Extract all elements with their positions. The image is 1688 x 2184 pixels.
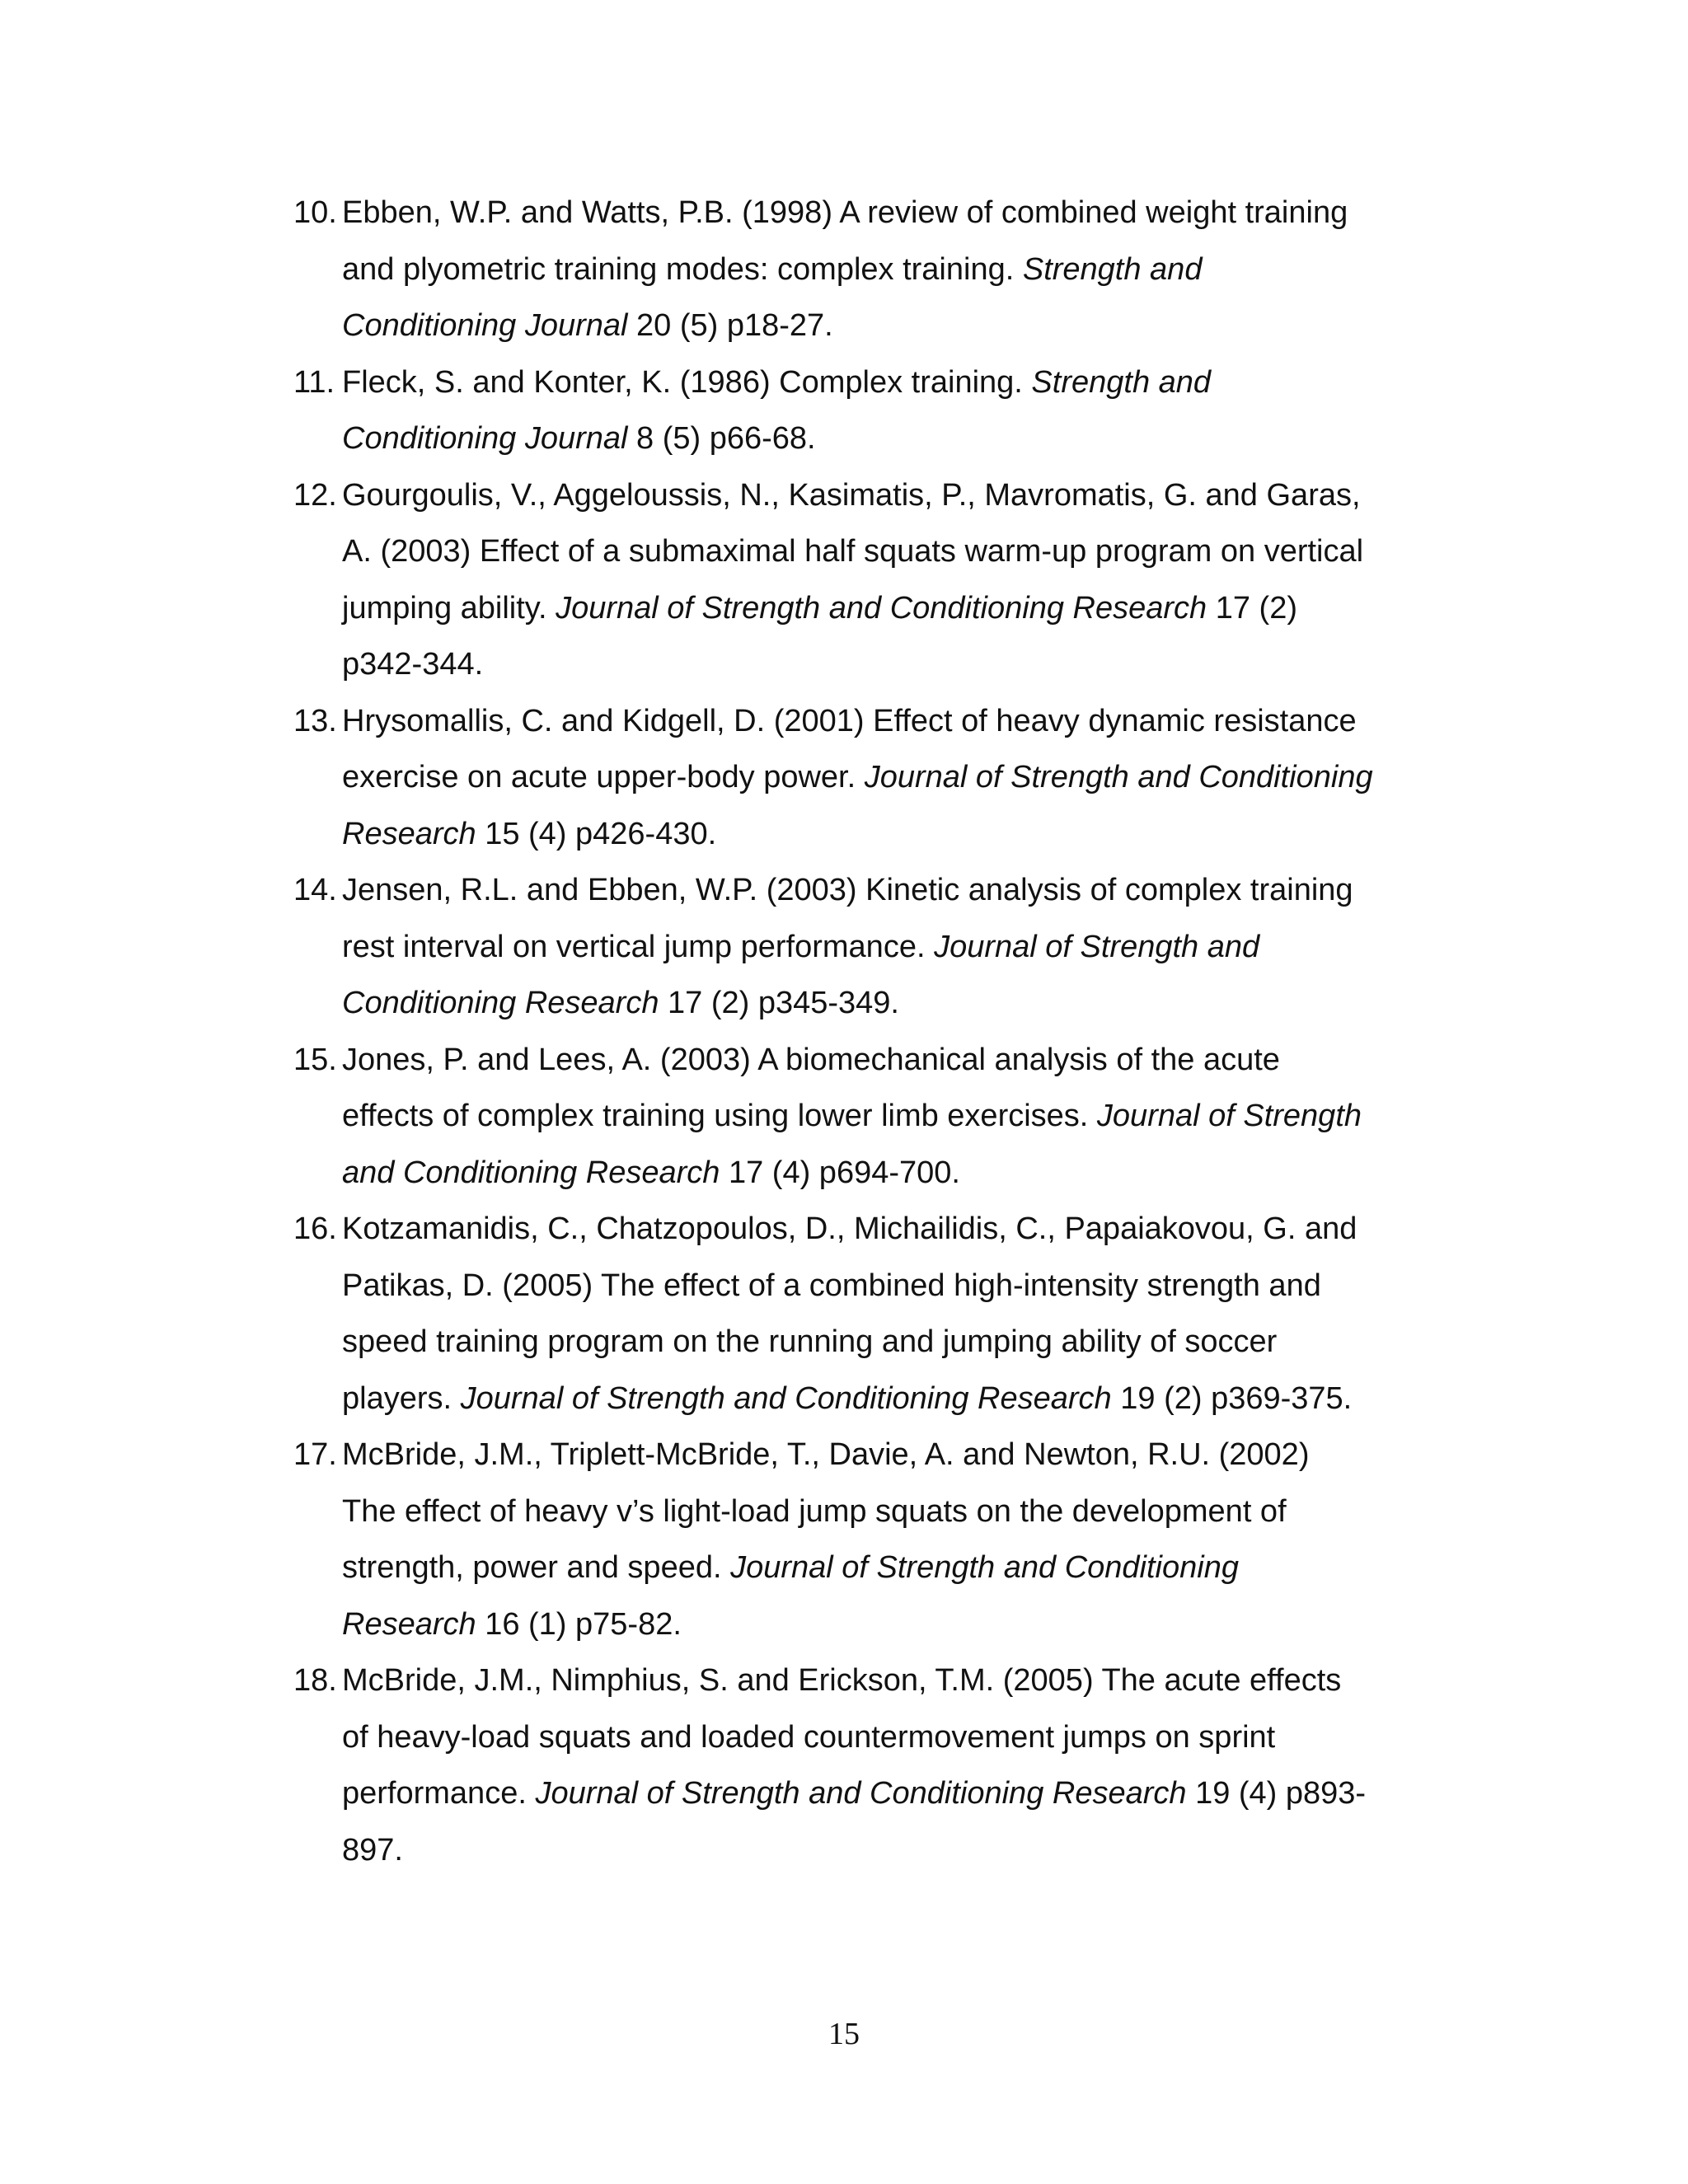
reference-line — [342, 1652, 1423, 1709]
reference-item — [293, 1201, 1423, 1427]
reference-line — [342, 185, 1423, 241]
reference-line — [342, 1540, 1423, 1596]
journal-title: Conditioning Journal — [342, 308, 628, 343]
reference-line — [342, 580, 1423, 637]
page-number: 15 — [828, 2017, 860, 2051]
reference-item — [293, 693, 1423, 863]
citation-text: 8 (5) p66-68. — [627, 421, 816, 456]
reference-item — [293, 467, 1423, 693]
citation-text: Kotzamanidis, C., Chatzopoulos, D., Michailidis, C., Papaiakovou, G. and — [342, 1212, 1357, 1246]
reference-number: 15. — [293, 1042, 337, 1077]
reference-line — [342, 1427, 1423, 1483]
citation-text: exercise on acute upper-body power. — [342, 760, 865, 794]
journal-title: Conditioning Research — [342, 986, 659, 1020]
reference-text — [342, 862, 1423, 1032]
reference-number: 18. — [293, 1663, 337, 1698]
reference-list — [293, 185, 1423, 1878]
reference-text — [342, 467, 1423, 693]
reference-text — [342, 1032, 1423, 1202]
citation-text: Ebben, W.P. and Watts, P.B. (1998) A review of combined weight training — [342, 195, 1348, 230]
journal-title: Journal of Strength and Conditioning Research — [535, 1776, 1187, 1811]
citation-text: strength, power and speed. — [342, 1550, 731, 1585]
reference-line — [342, 1765, 1423, 1822]
reference-item — [293, 1427, 1423, 1652]
citation-text: Jones, P. and Lees, A. (2003) A biomechanical analysis of the acute — [342, 1042, 1280, 1077]
journal-title: Research — [342, 816, 476, 851]
citation-text: 17 (2) — [1207, 590, 1297, 626]
citation-text: 19 (2) p369-375. — [1111, 1380, 1353, 1416]
reference-text — [342, 1201, 1423, 1427]
reference-number: 14. — [293, 873, 337, 907]
reference-line — [342, 1258, 1423, 1315]
reference-line — [342, 1314, 1423, 1371]
reference-number: 16. — [293, 1212, 337, 1246]
citation-text: Hrysomallis, C. and Kidgell, D. (2001) Effect of heavy dynamic resistance — [342, 703, 1357, 738]
reference-line — [342, 1483, 1423, 1540]
reference-number: 11. — [293, 364, 335, 400]
reference-item — [293, 862, 1423, 1032]
citation-text: Fleck, S. and Konter, K. (1986) Complex training. — [342, 364, 1032, 400]
reference-line — [342, 241, 1423, 298]
citation-text: of heavy-load squats and loaded countermovement jumps on sprint — [342, 1719, 1276, 1755]
reference-line — [342, 298, 1423, 354]
citation-text: Patikas, D. (2005) The effect of a combined high-intensity strength and — [342, 1268, 1321, 1303]
reference-line — [342, 862, 1423, 919]
citation-text: 15 (4) p426-430. — [476, 816, 717, 851]
citation-text: p342-344. — [342, 647, 484, 682]
reference-line — [342, 1032, 1423, 1089]
reference-number: 17. — [293, 1437, 337, 1472]
reference-number: 12. — [293, 477, 337, 513]
reference-line — [342, 354, 1423, 411]
reference-line — [342, 410, 1423, 467]
citation-text: Gourgoulis, V., Aggeloussis, N., Kasimatis, P., Mavromatis, G. and Garas, — [342, 477, 1361, 513]
journal-title: Strength and — [1022, 251, 1203, 287]
citation-text: 20 (5) p18-27. — [627, 308, 833, 343]
reference-line — [342, 1088, 1423, 1145]
reference-line — [342, 523, 1423, 580]
citation-text: performance. — [342, 1776, 536, 1811]
reference-line — [342, 806, 1423, 863]
citation-text: 17 (4) p694-700. — [720, 1155, 960, 1190]
citation-text: Jensen, R.L. and Ebben, W.P. (2003) Kinetic analysis of complex training — [342, 873, 1353, 907]
citation-text: The effect of heavy v’s light-load jump squats on the development of — [342, 1493, 1287, 1529]
reference-line — [342, 1371, 1423, 1427]
reference-item — [293, 354, 1423, 467]
citation-text: McBride, J.M., Nimphius, S. and Erickson, T.M. (2005) The acute effects — [342, 1663, 1342, 1698]
reference-line — [342, 1709, 1423, 1766]
reference-item — [293, 185, 1423, 354]
reference-line — [342, 467, 1423, 524]
journal-title: Strength and — [1031, 364, 1212, 400]
journal-title: Journal of Strength and Conditioning — [864, 760, 1373, 794]
reference-line — [342, 749, 1423, 806]
reference-line — [342, 636, 1423, 693]
journal-title: Conditioning Journal — [342, 421, 628, 456]
journal-title: Journal of Strength and Conditioning Research — [460, 1380, 1112, 1416]
reference-line — [342, 919, 1423, 976]
reference-line — [342, 1596, 1423, 1653]
reference-line — [342, 975, 1423, 1032]
reference-text — [342, 693, 1423, 863]
citation-text: and plyometric training modes: complex training. — [342, 251, 1023, 287]
citation-text: effects of complex training using lower limb exercises. — [342, 1099, 1097, 1133]
citation-text: rest interval on vertical jump performance. — [342, 929, 935, 964]
reference-number: 10. — [293, 195, 337, 230]
citation-text: 16 (1) p75-82. — [476, 1606, 682, 1642]
journal-title: Research — [342, 1606, 476, 1642]
citation-text: 897. — [342, 1832, 403, 1868]
reference-item — [293, 1652, 1423, 1878]
reference-number: 13. — [293, 703, 337, 738]
journal-title: and Conditioning Research — [342, 1155, 720, 1190]
citation-text: 17 (2) p345-349. — [659, 986, 899, 1020]
reference-line — [342, 1822, 1423, 1879]
journal-title: Journal of Strength and Conditioning Research — [556, 590, 1207, 626]
citation-text: players. — [342, 1380, 461, 1416]
citation-text: A. (2003) Effect of a submaximal half squats warm-up program on vertical — [342, 534, 1364, 569]
reference-text — [342, 1427, 1423, 1652]
reference-text — [342, 354, 1423, 467]
reference-item — [293, 1032, 1423, 1202]
citation-text: McBride, J.M., Triplett-McBride, T., Davie, A. and Newton, R.U. (2002) — [342, 1437, 1310, 1472]
citation-text: jumping ability. — [342, 590, 556, 626]
journal-title: Journal of Strength — [1096, 1099, 1362, 1133]
journal-title: Journal of Strength and Conditioning — [730, 1550, 1239, 1585]
citation-text: speed training program on the running and jumping ability of soccer — [342, 1324, 1278, 1359]
reference-line — [342, 1145, 1423, 1202]
reference-text — [342, 1652, 1423, 1878]
citation-text: 19 (4) p893- — [1186, 1776, 1367, 1811]
reference-text — [342, 185, 1423, 354]
reference-line — [342, 693, 1423, 750]
reference-line — [342, 1201, 1423, 1258]
journal-title: Journal of Strength and — [934, 929, 1260, 964]
